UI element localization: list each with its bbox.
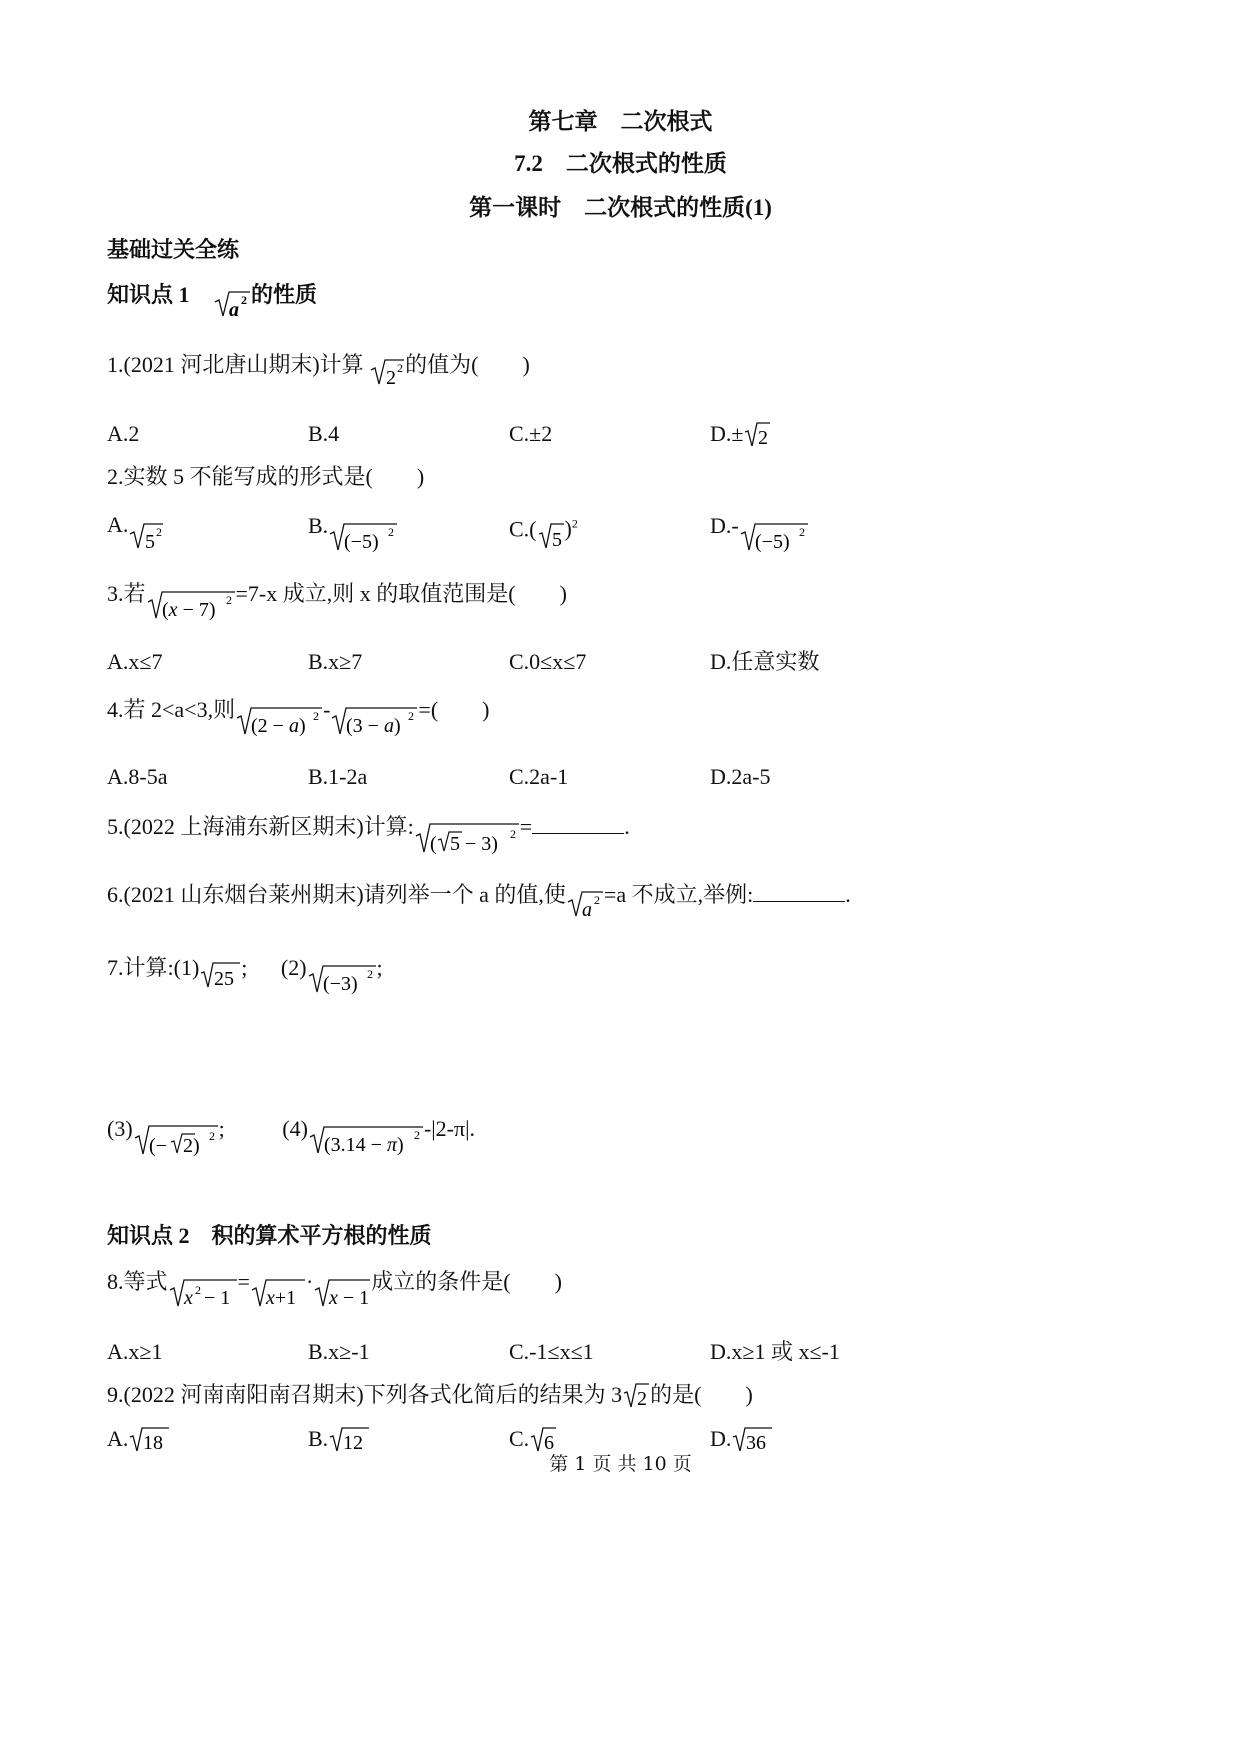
q8-option-a[interactable]: A.x≥1 [107,1339,163,1364]
svg-text:2: 2 [241,293,248,307]
question-5-stem: 5.(2022 上海浦东新区期末)计算: ( 5 − 3) 2 = . [107,814,630,855]
q4-stem-post: =( ) [418,697,490,723]
q3-stem-post: =7-x 成立,则 x 的取值范围是( ) [235,581,567,607]
knowledge-point-2: 知识点 2 积的算术平方根的性质 [107,1223,432,1248]
q1-option-d-label: D.± [710,421,744,446]
sqrt-25 [199,959,241,989]
sqrt-a-squared-formula [213,286,251,320]
svg-text:x+1: x+1 [265,1287,297,1309]
q1-stem-post: 的值为( ) [405,352,530,378]
question-8-stem: 8.等式 x 2 − 1 = x+1 · x − 1 成立的条件是( ) [107,1269,562,1309]
q1-option-b[interactable]: B.4 [308,421,340,446]
q3-option-a[interactable]: A.x≤7 [107,649,163,674]
sqrt-neg-sqrt2-squared [133,1120,219,1158]
svg-text:− 1: − 1 [203,1287,230,1309]
svg-text:(−3): (−3) [322,973,358,995]
svg-text:5: 5 [551,529,562,551]
svg-text:2: 2 [798,525,805,539]
svg-text:2: 2 [225,593,232,607]
sqrt-x-plus-1 [250,1274,306,1310]
q8-option-b[interactable]: B.x≥-1 [308,1339,370,1364]
q8-stem-post: 成立的条件是( ) [371,1269,562,1295]
q1-stem-pre: 1.(2021 河北唐山期末)计算 [107,352,364,378]
section-title: 7.2 二次根式的性质 [514,151,727,176]
q2-option-a-label: A. [107,512,129,538]
q9-option-b-label: B. [308,1426,329,1451]
svg-text:(x − 7): (x − 7) [161,599,216,621]
question-2-stem: 2.实数 5 不能写成的形式是( ) [107,464,425,489]
svg-text:(3.14 − π): (3.14 − π) [323,1134,404,1156]
sqrt-3-14-minus-pi-squared [308,1121,424,1157]
q7-part-4-label: (4) [282,1116,308,1142]
q4-option-d[interactable]: D.2a-5 [710,764,771,789]
svg-text:(: ( [429,833,437,855]
q3-stem-pre: 3.若 [107,581,146,607]
q9-option-c-label: C. [509,1426,530,1451]
q3-option-d[interactable]: D.任意实数 [710,649,820,674]
sqrt-neg5-squared-d [739,518,809,554]
svg-text:2: 2 [313,709,320,723]
q9-stem-post: 的是( ) [650,1382,753,1407]
knowledge-point-1 [107,280,318,320]
q6-stem-pre: 6.(2021 山东烟台莱州期末)请列举一个 a 的值,使 [107,882,566,908]
svg-text:(−5): (−5) [344,531,379,553]
q4-option-b[interactable]: B.1-2a [308,764,368,789]
svg-text:2: 2 [388,525,395,539]
q1-option-c[interactable]: C.±2 [509,421,553,446]
page-footer: 第 1 页 共 10 页 [549,1453,692,1475]
q1-option-d[interactable] [710,420,771,450]
svg-text:2: 2 [194,1283,201,1297]
sqrt-x-squared-minus-1 [168,1274,238,1310]
sqrt-5 [537,520,565,550]
sqrt-a-squared-q6 [566,886,604,920]
q5-answer-blank[interactable] [532,813,624,834]
svg-text:(−5): (−5) [754,531,790,553]
lesson-title: 第一课时 二次根式的性质(1) [469,195,772,220]
q3-option-c[interactable]: C.0≤x≤7 [509,649,587,674]
q2-option-a[interactable] [107,510,164,552]
sqrt-2-squared [369,354,405,388]
svg-text:a: a [581,899,592,920]
q6-stem-post: =a 不成立,举例: [603,882,754,908]
svg-text:25: 25 [214,968,235,989]
svg-text:5 − 3): 5 − 3) [449,833,498,855]
svg-text:2: 2 [156,525,163,539]
svg-text:2: 2 [408,709,415,723]
sqrt-2-minus-a-squared [235,702,323,738]
svg-text:18: 18 [143,1431,164,1453]
svg-text:2: 2 [413,1128,420,1142]
question-7-stem: 7.计算:(1) 25 ; (2) (−3) 2 ; [107,955,383,995]
q7-stem: 7.计算:(1) [107,955,200,981]
q7-part-2-label: (2) [280,955,307,981]
question-1-stem [107,350,530,388]
svg-text:2: 2 [509,827,516,841]
svg-text:36: 36 [746,1431,767,1453]
sqrt-neg5-squared [328,518,398,554]
svg-text:2: 2 [593,893,600,907]
svg-text:(3 − a): (3 − a) [346,715,402,737]
sqrt-neg3-squared [307,960,377,996]
q8-option-c[interactable]: C.-1≤x≤1 [509,1339,594,1364]
q2-option-c[interactable]: C.( 5 )$^2$ [509,516,578,551]
kp1-suffix: 的性质 [251,282,318,308]
q9-option-a-label: A. [107,1426,129,1451]
q9-stem-pre: 9.(2022 河南南阳南召期末)下列各式化简后的结果为 3 [107,1382,623,1407]
sqrt-36 [731,1425,773,1453]
q2-option-d-label: D.- [710,513,739,539]
svg-text:2: 2 [366,967,373,981]
svg-text:12: 12 [343,1431,364,1453]
svg-text:6: 6 [544,1431,555,1453]
q8-stem-pre: 8.等式 [107,1269,168,1295]
q4-option-c[interactable]: C.2a-1 [509,764,569,789]
sqrt-5-squared [128,518,164,552]
kp1-label: 知识点 1 [107,282,190,308]
sqrt-sqrt5-minus-3-squared [414,818,520,856]
svg-text:(−: (− [148,1135,167,1157]
sqrt-2-q9 [622,1381,650,1409]
question-6-stem: 6.(2021 山东烟台莱州期末)请列举一个 a 的值,使 a 2 =a 不成立,举例: . [107,882,851,920]
q7-part-3-label: (3) [107,1116,133,1142]
q6-answer-blank[interactable] [753,881,845,902]
svg-text:2: 2 [208,1129,215,1143]
question-3-stem [107,578,567,621]
q5-stem-pre: 5.(2022 上海浦东新区期末)计算: [107,814,414,840]
svg-text:2: 2 [386,367,397,388]
svg-text:5: 5 [145,531,156,552]
svg-text:a: a [229,299,240,320]
sqrt-3-minus-a-squared [330,702,418,738]
svg-text:x: x [183,1287,193,1309]
svg-text:2: 2 [397,361,404,375]
q3-option-b[interactable]: B.x≥7 [308,649,363,674]
q2-option-b[interactable] [308,510,398,553]
sqrt-x-minus-7-squared [146,586,236,622]
chapter-title: 第七章 二次根式 [528,109,713,134]
question-4-stem: 4.若 2<a<3,则 (2 − a) 2 - (3 − a) 2 =( ) [107,697,490,737]
q4-stem-pre: 4.若 2<a<3,则 [107,697,236,723]
question-9-stem [107,1381,753,1411]
svg-text:2: 2 [637,1387,648,1409]
block-title: 基础过关全练 [107,237,240,262]
sqrt-12 [328,1425,370,1453]
svg-text:(2 − a): (2 − a) [251,715,306,737]
q8-option-d[interactable]: D.x≥1 或 x≤-1 [710,1339,840,1364]
q2-option-b-label: B. [308,513,329,539]
sqrt-x-minus-1 [313,1274,371,1310]
question-7-part-3-4: (3) (− 2) 2 ; (4) (3.14 − π) 2 -|2-π|. [107,1116,476,1157]
sqrt-2 [743,420,771,448]
q2-option-d[interactable] [710,510,809,553]
q4-option-a[interactable]: A.8-5a [107,764,168,789]
svg-text:2): 2) [182,1135,200,1157]
q9-option-d-label: D. [710,1426,732,1451]
q1-option-a[interactable]: A.2 [107,421,140,446]
q5-stem-post: = [519,814,533,840]
svg-text:x − 1: x − 1 [329,1287,370,1309]
sqrt-18 [128,1425,170,1453]
q2-option-c-label: C.( [509,516,537,542]
svg-text:2: 2 [758,426,769,448]
sqrt-6 [529,1425,557,1453]
q7-part-4-tail: -|2-π|. [423,1116,476,1142]
